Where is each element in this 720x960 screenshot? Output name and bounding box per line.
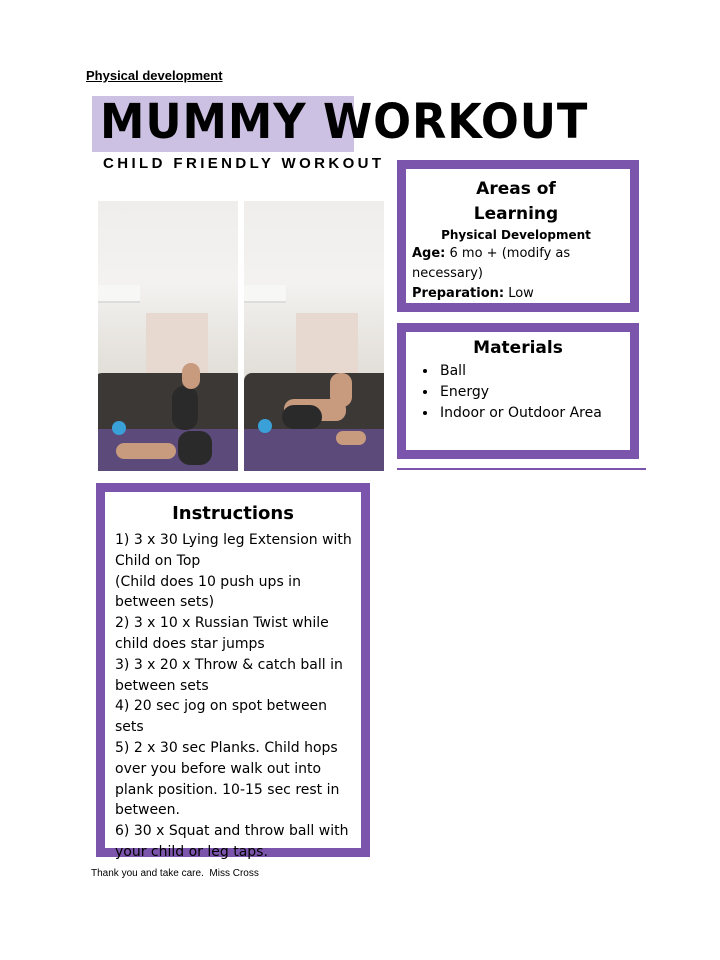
instruction-step: 1) 3 x 30 Lying leg Extension with Child on Top [115, 532, 352, 569]
preparation-row [412, 284, 620, 304]
areas-subheading: Physical Development [441, 228, 591, 242]
footer-signoff: Thank you and take care. Miss Cross [91, 868, 259, 879]
preparation-value: Low [508, 286, 534, 301]
materials-heading: Materials [473, 338, 563, 358]
materials-list [406, 361, 630, 424]
page-subtitle: CHILD FRIENDLY WORKOUT [103, 155, 385, 172]
instructions-box [96, 483, 370, 860]
materials-item: • Indoor or Outdoor Area [438, 403, 630, 424]
divider-line [397, 468, 646, 470]
age-row [412, 244, 620, 284]
instruction-step: 3) 3 x 20 x Throw & catch ball in between sets [115, 656, 343, 694]
materials-item: • Ball [438, 361, 630, 382]
materials-item: • Energy [438, 382, 630, 403]
section-heading: Physical development [86, 68, 223, 83]
preparation-label: Preparation: [412, 286, 505, 301]
age-value: 6 mo + (modify as necessary) [412, 246, 571, 281]
instructions-heading: Instructions [172, 503, 294, 524]
areas-heading-line1: Areas of [476, 179, 556, 199]
workout-photo-leg-extension [98, 201, 238, 471]
age-label: Age: [412, 246, 446, 261]
instruction-step: 4) 20 sec jog on spot between sets [115, 698, 328, 736]
instruction-step: (Child does 10 push ups in between sets) [115, 573, 301, 611]
areas-of-learning-box [397, 160, 639, 312]
instruction-step: 6) 30 x Squat and throw ball with your child or leg taps. [115, 823, 349, 860]
instruction-step: 2) 3 x 10 x Russian Twist while child does star jumps [115, 615, 329, 652]
instructions-list [105, 530, 361, 863]
page-title: MUMMY WORKOUT [100, 94, 589, 150]
areas-heading-line2: Learning [473, 204, 559, 224]
workout-photo-push-ups [244, 201, 384, 471]
materials-box [397, 323, 639, 459]
instruction-step: 5) 2 x 30 sec Planks. Child hops over you before walk out into plank position. 10-15 sec rest in between. [115, 739, 340, 819]
